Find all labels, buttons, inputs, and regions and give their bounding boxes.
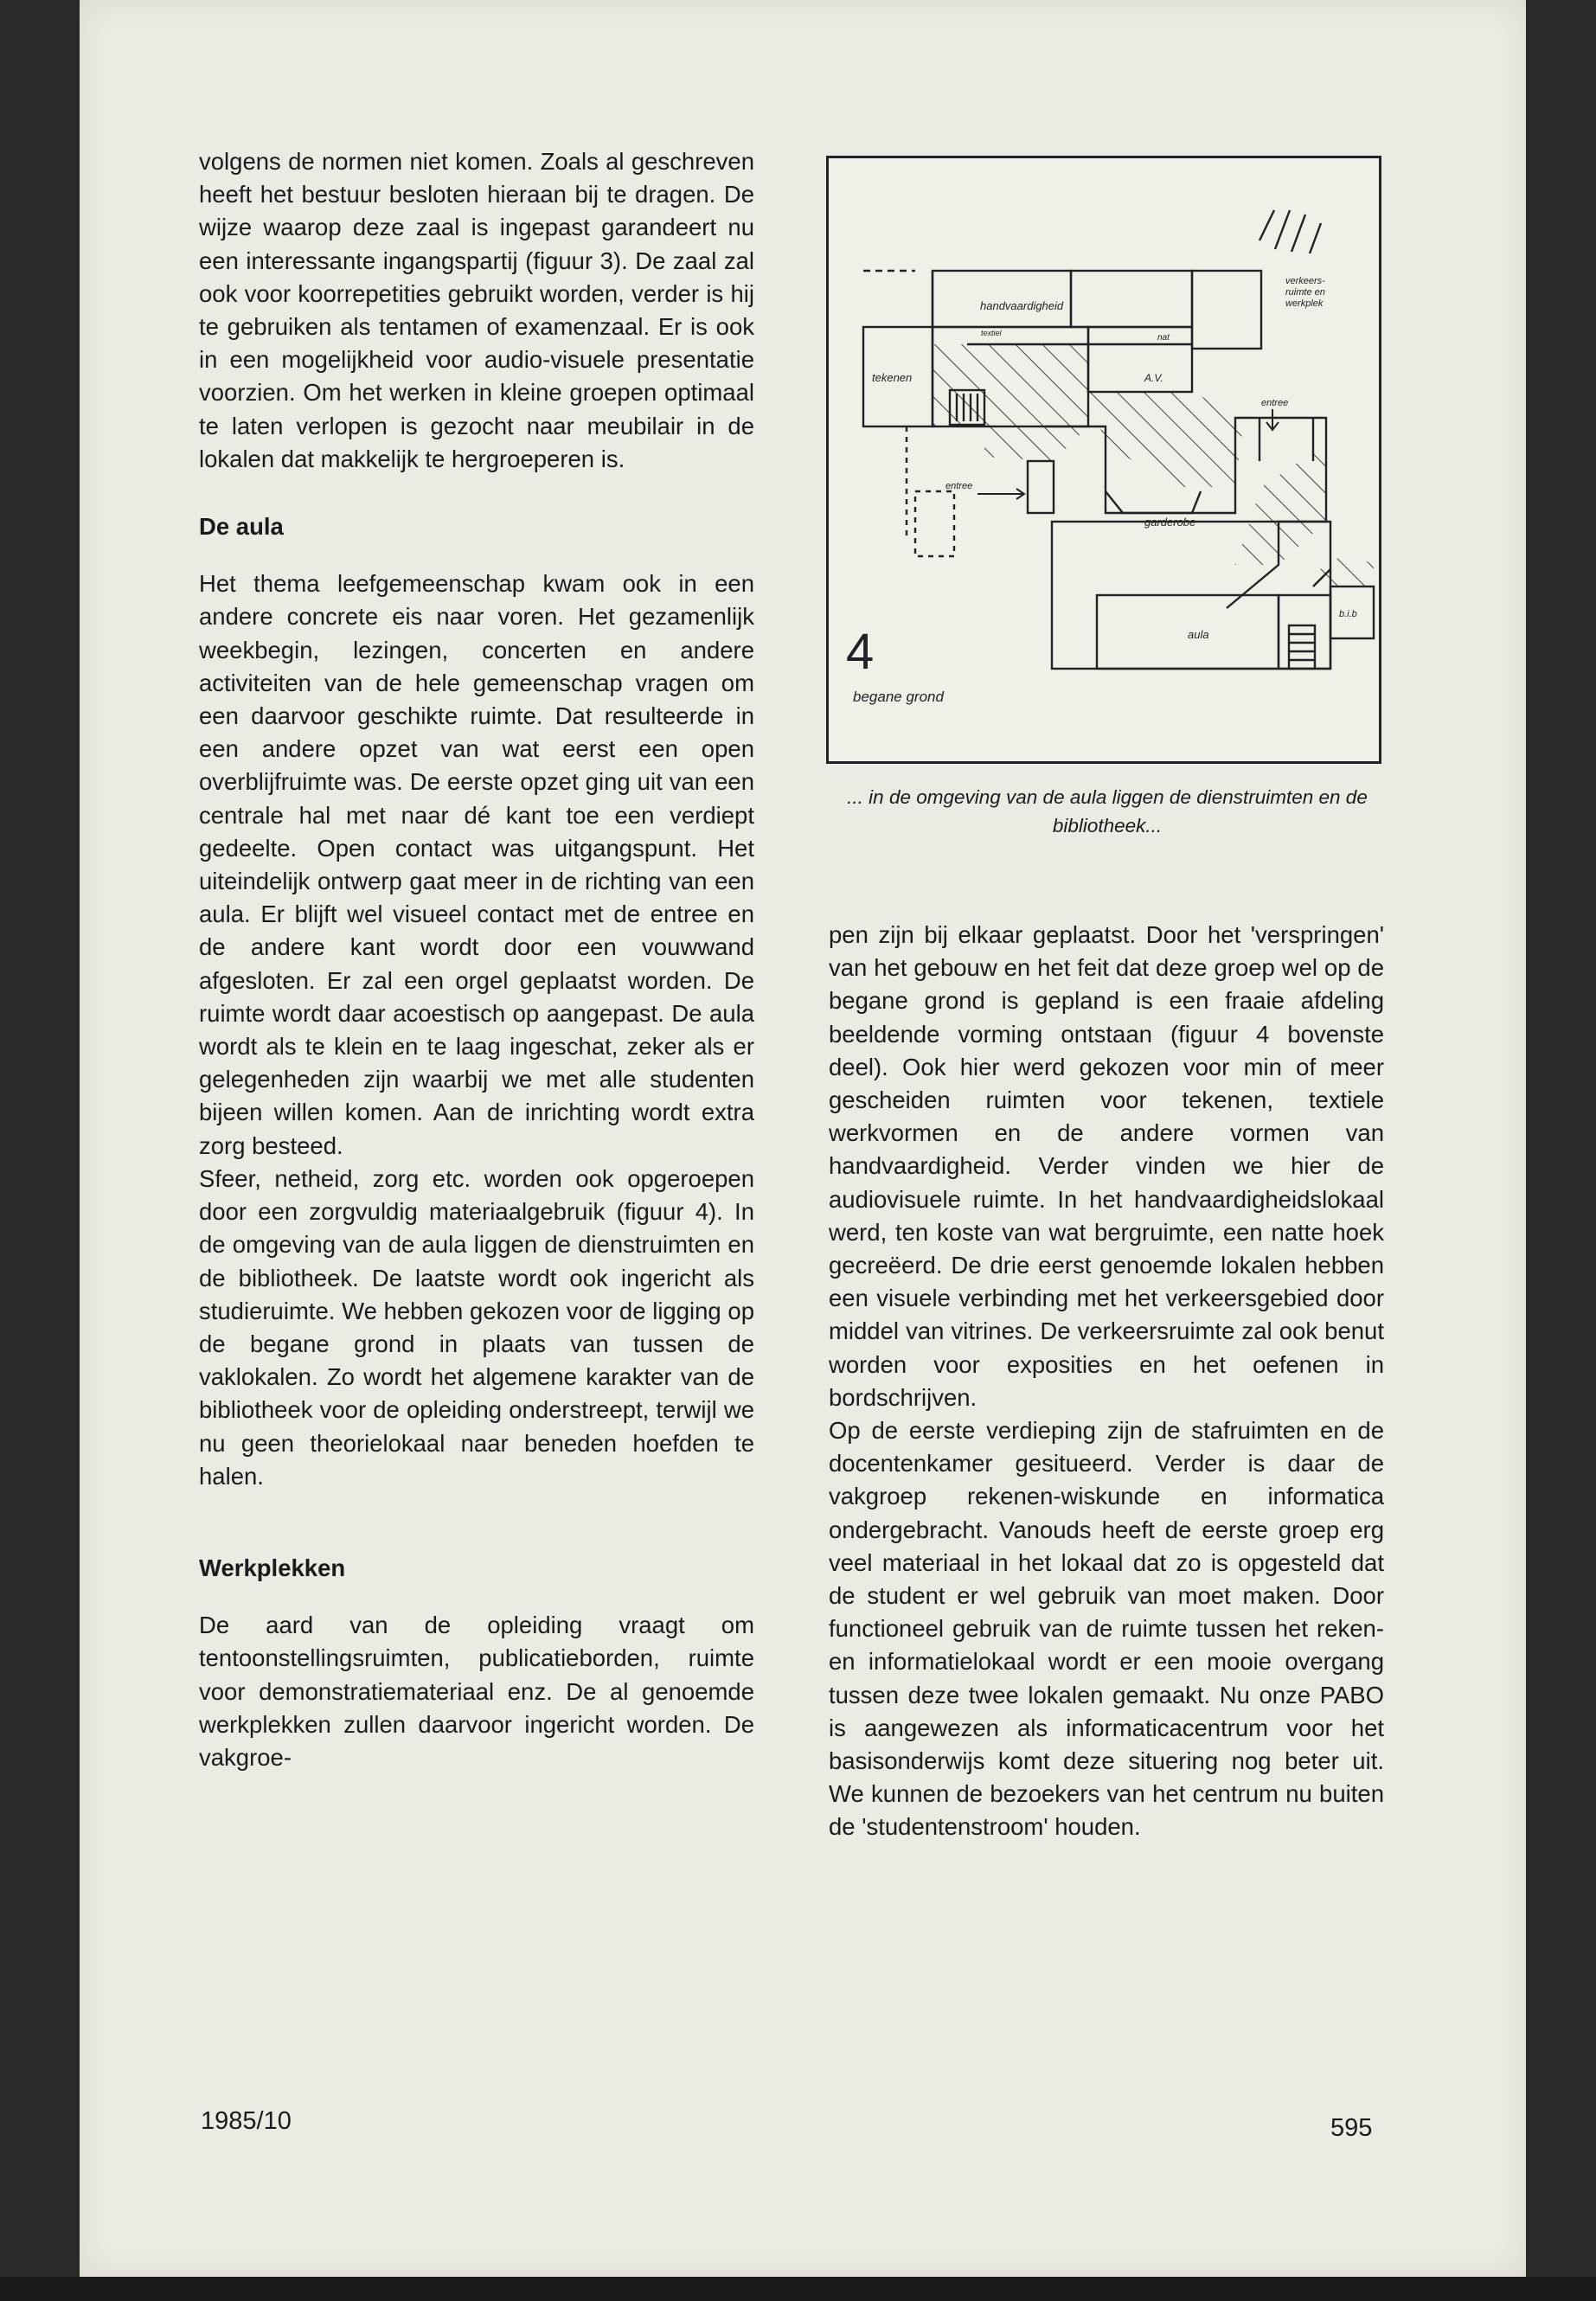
intro-paragraph: volgens de normen niet komen. Zoals al geschreven heeft het bestuur besloten hieraan bij te dragen. De wijze waarop deze zaal is ingepast garandeert nu een interessante ingangspartij (figuur 3). De zaal zal ook voor koorrepetities gebruikt worden, verder is hij te gebruiken als tentamen of examenzaal. Er is ook in een mogelijkheid voor audio-visuele presentatie voorzien. Om het werken in kleine groepen optimaal te laten verlopen is gezocht naar meubilair in de lokalen dat makkelijk te hergroeperen is. — [199, 148, 754, 472]
issue-number: 1985/10 — [201, 2107, 292, 2135]
room-natte-hoek — [1192, 271, 1261, 349]
label-nat: nat — [1157, 333, 1170, 343]
aula-paragraph-2: Sfeer, netheid, zorg etc. worden ook opgeroepen door een zorgvuldig materiaalgebruik (figuur 4). In de omgeving van de aula liggen de dienstruimten en de bibliotheek. De laatste wordt ook ingericht als studieruimte. We hebben gekozen voor de ligging op de begane grond in plaats van tussen de vaklokalen. Zo wordt het algemene karakter van de bibliotheek voor de opleiding onderstreept, terwijl we nu geen theorielokaal naar beneden hoefden te halen. — [199, 1164, 754, 1490]
aula-paragraph-1: Het thema leefgemeenschap kwam ook in een andere concrete eis naar voren. Het gezamenlijk weekbegin, lezingen, concerten en andere activiteiten van de hele gemeenschap vragen om een daarvoor geschikte ruimte. Dat resulteerde in een andere opzet van wat eerst een open overblijfruimte was. De eerste opzet ging uit van een centrale hal met naar dé kant toe een verdiept gedeelte. Open contact was uitgangspunt. Het uiteindelijk ontwerp gaat meer in de richting van een aula. Er blijft wel visueel contact met de entree en de andere kant wordt door een vouwwand afgesloten. Er zal een orgel geplaatst worden. De ruimte wordt daar acoestisch op aangepast. De aula wordt als te klein en te laag ingeschat, zeker als er gelegenheden zijn waarbij we met alle studenten bijeen willen komen. Aan de inrichting wordt extra zorg besteed. — [199, 570, 754, 1159]
label-entree-top: entree — [1261, 398, 1289, 408]
page-number: 595 — [1330, 2114, 1373, 2142]
label-begane-grond: begane grond — [853, 689, 944, 705]
right-column — [829, 919, 1384, 1844]
floor-plan-figure — [826, 156, 1381, 764]
figure-number: 4 — [846, 624, 875, 680]
label-garderobe: garderobe — [1144, 516, 1196, 529]
label-av: A.V. — [1144, 372, 1163, 384]
label-textiel: textiel — [981, 329, 1002, 337]
room-av — [1088, 327, 1192, 392]
stairs-bottom — [1289, 625, 1315, 669]
floor-plan-drawing — [829, 158, 1379, 761]
label-aula: aula — [1188, 628, 1209, 641]
scan-edge — [0, 2277, 1596, 2301]
left-column — [199, 145, 754, 1774]
label-verkeers-3: werkplek — [1285, 298, 1324, 309]
label-bib: b.i.b — [1339, 609, 1357, 619]
figure-caption: ... in de omgeving van de aula liggen de dienstruimten en de bibliotheek... — [847, 786, 1368, 836]
heading-werkplekken: Werkplekken — [199, 1554, 346, 1581]
label-verkeers-1: verkeers- — [1285, 276, 1325, 286]
heading-aula: De aula — [199, 513, 284, 541]
kiosk — [915, 491, 954, 556]
werkplekken-paragraph: De aard van de opleiding vraagt om tentoonstellingsruimten, publicatieborden, ruimte voor demonstratiemateriaal enz. De al genoemde werkplekken zullen daarvoor ingericht worden. De vakgroe- — [199, 1612, 754, 1771]
entree-door — [1028, 461, 1054, 513]
label-verkeers-2: ruimte en — [1285, 287, 1325, 298]
right-paragraph-1: pen zijn bij elkaar geplaatst. Door het 'verspringen' van het gebouw en het feit dat deze groep wel op de begane grond is gepland is een fraaie afdeling beeldende vorming ontstaan (figuur 4 bovenste deel). Ook hier werd gekozen voor min of meer gescheiden ruimten voor tekenen, textiele werkvormen en de andere vormen van handvaardigheid. Verder vinden we hier de audiovisuele ruimte. In het handvaardigheidslokaal werd, ten koste van wat bergruimte, een natte hoek gecreëerd. De drie eerst genoemde lokalen hebben een visuele verbinding met het verkeersgebied door middel van vitrines. De verkeersruimte zal ook benut worden voor exposities en het oefenen in bordschrijven. — [829, 921, 1384, 1411]
label-tekenen: tekenen — [872, 371, 913, 384]
room-handvaardigheid-2 — [1071, 271, 1192, 327]
right-paragraph-2: Op de eerste verdieping zijn de stafruimten en de docentenkamer gesitueerd. Verder is daar de vakgroep rekenen-wiskunde en informatica ondergebracht. Vanouds heeft de eerste groep erg veel materiaal in het lokaal dat zo is opgesteld dat de student er wel gebruik van moet maken. Door functioneel gebruik van de ruimte tussen het reken- en informatielokaal wordt er een mooie overgang tussen deze twee lokalen gemaakt. Nu onze PABO is aangewezen als informaticacentrum voor het basisonderwijs komt deze situering nog beter uit. We kunnen de bezoekers van het centrum nu buiten de 'studentenstroom' houden. — [829, 1417, 1384, 1841]
label-handvaardigheid: handvaardigheid — [980, 299, 1064, 312]
label-entree-left: entree — [945, 481, 973, 491]
